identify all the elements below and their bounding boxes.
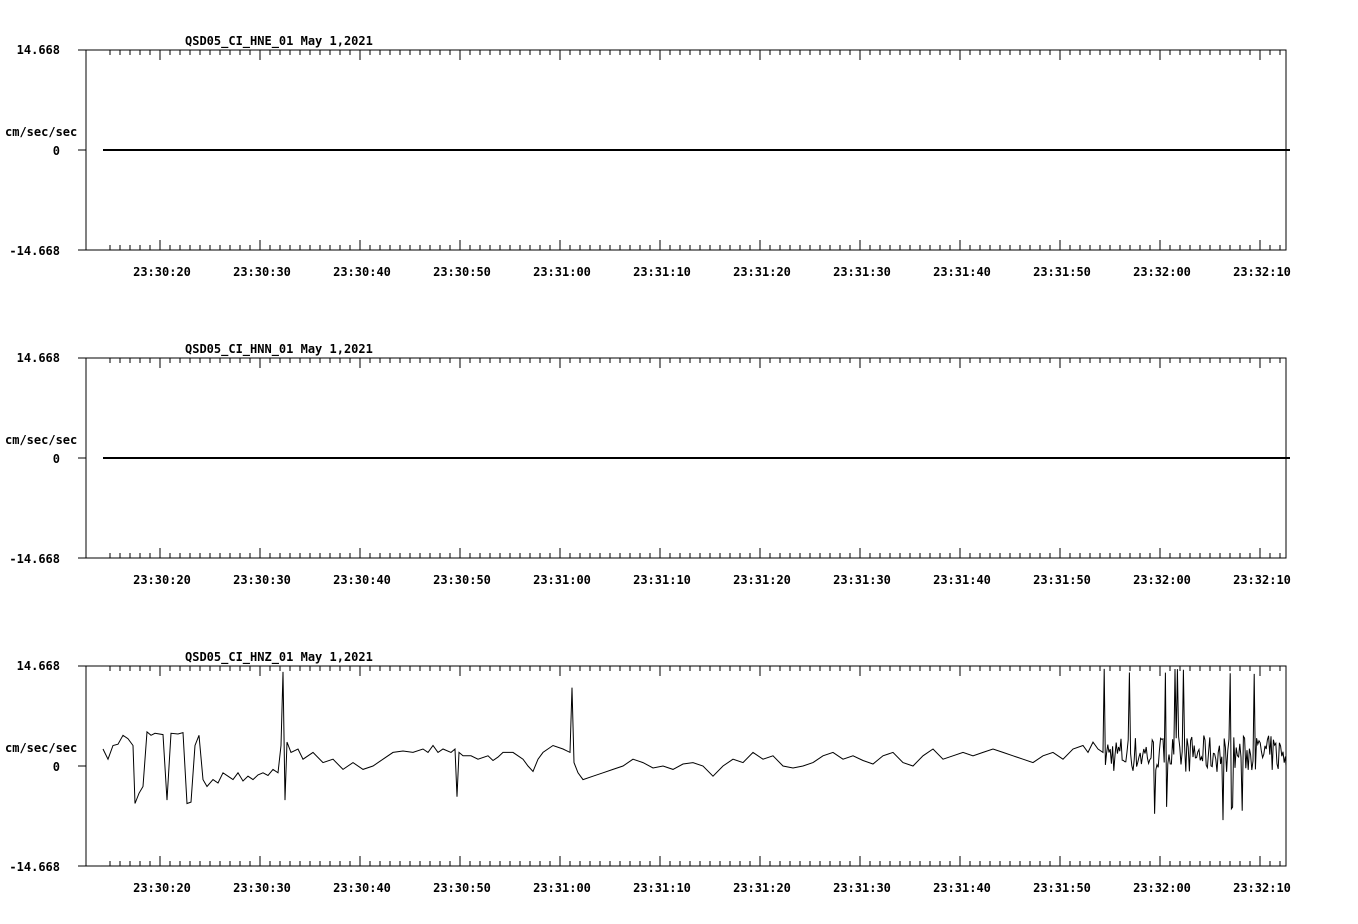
y-axis-label: cm/sec/sec (5, 741, 78, 755)
x-tick-label: 23:31:00 (533, 265, 591, 279)
x-tick-label: 23:30:50 (433, 881, 491, 895)
x-tick-label: 23:30:40 (333, 881, 391, 895)
x-tick-label: 23:31:40 (933, 573, 991, 587)
y-tick-label-min: -14.668 (9, 244, 60, 258)
x-tick-label: 23:31:40 (933, 881, 991, 895)
y-tick-label-zero: 0 (52, 144, 60, 158)
x-tick-label: 23:31:20 (733, 573, 791, 587)
y-axis-label: cm/sec/sec (5, 433, 78, 447)
x-tick-label: 23:30:30 (233, 265, 291, 279)
y-tick-label-max: 14.668 (16, 351, 60, 365)
y-tick-label-min: -14.668 (9, 552, 60, 566)
x-tick-label: 23:31:10 (633, 265, 691, 279)
x-tick-label: 23:31:50 (1033, 881, 1091, 895)
chart-title-3: QSD05_CI_HNZ_01 May 1,2021 (185, 650, 373, 664)
x-tick-label: 23:31:30 (833, 881, 891, 895)
x-tick-label: 23:30:30 (233, 573, 291, 587)
x-tick-label: 23:31:20 (733, 881, 791, 895)
x-tick-label: 23:31:00 (533, 573, 591, 587)
x-tick-label: 23:30:40 (333, 573, 391, 587)
y-tick-label-max: 14.668 (16, 43, 60, 57)
chart-title-2: QSD05_CI_HNN_01 May 1,2021 (185, 342, 373, 356)
x-tick-label: 23:31:40 (933, 265, 991, 279)
x-tick-label: 23:30:50 (433, 573, 491, 587)
x-tick-label: 23:30:20 (133, 881, 191, 895)
x-tick-label: 23:31:50 (1033, 573, 1091, 587)
x-tick-label: 23:31:30 (833, 573, 891, 587)
x-tick-label: 23:32:00 (1133, 881, 1191, 895)
x-tick-label: 23:30:50 (433, 265, 491, 279)
chart-title-1: QSD05_CI_HNE_01 May 1,2021 (185, 34, 373, 48)
x-tick-label: 23:32:00 (1133, 265, 1191, 279)
y-tick-label-min: -14.668 (9, 860, 60, 874)
x-tick-label: 23:32:00 (1133, 573, 1191, 587)
x-tick-label: 23:32:10 (1233, 573, 1291, 587)
x-tick-label: 23:30:30 (233, 881, 291, 895)
y-tick-label-zero: 0 (52, 452, 60, 466)
x-tick-label: 23:30:20 (133, 573, 191, 587)
x-tick-label: 23:30:40 (333, 265, 391, 279)
x-tick-label: 23:31:10 (633, 881, 691, 895)
x-tick-label: 23:32:10 (1233, 265, 1291, 279)
y-tick-label-max: 14.668 (16, 659, 60, 673)
x-tick-label: 23:31:30 (833, 265, 891, 279)
x-tick-label: 23:31:10 (633, 573, 691, 587)
y-axis-label: cm/sec/sec (5, 125, 78, 139)
series-line-3 (103, 669, 1286, 820)
x-tick-label: 23:31:50 (1033, 265, 1091, 279)
y-tick-label-zero: 0 (52, 760, 60, 774)
x-tick-label: 23:31:20 (733, 265, 791, 279)
x-tick-label: 23:32:10 (1233, 881, 1291, 895)
plot-frame-3 (86, 666, 1286, 866)
x-tick-label: 23:30:20 (133, 265, 191, 279)
x-tick-label: 23:31:00 (533, 881, 591, 895)
